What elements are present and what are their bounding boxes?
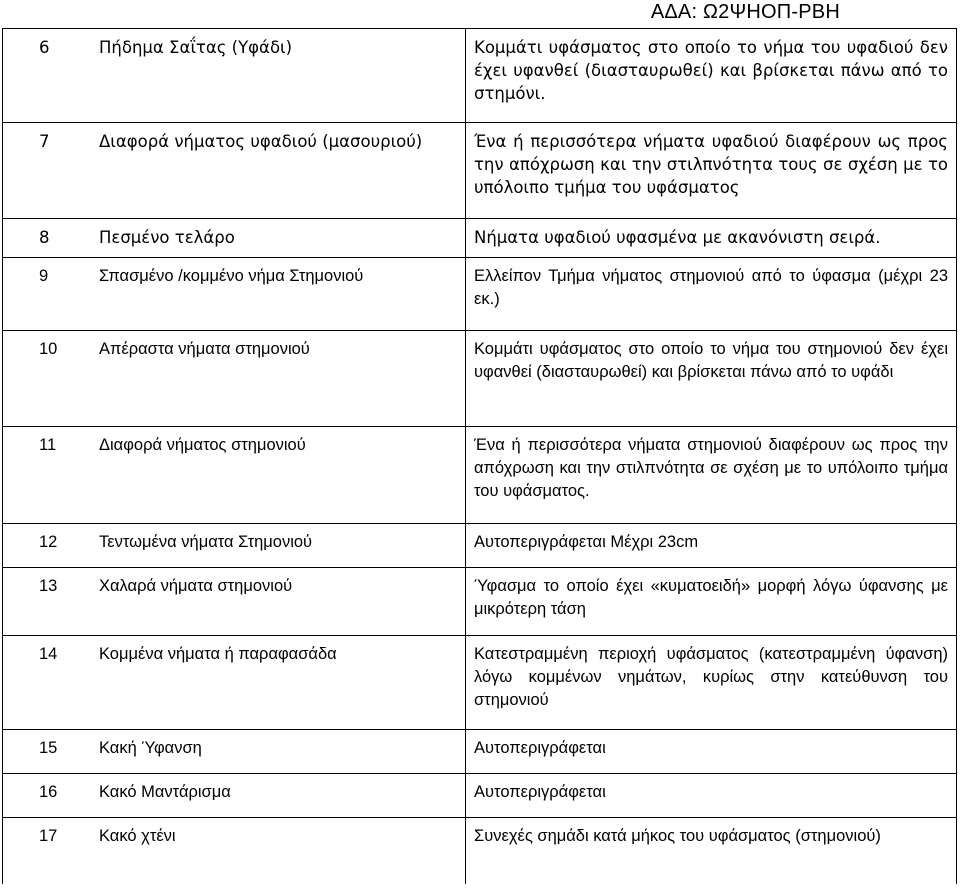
defect-description: Αυτοπεριγράφεται Μέχρι 23cm bbox=[466, 524, 957, 568]
row-number: 14 bbox=[3, 636, 100, 730]
row-number: 9 bbox=[3, 258, 100, 331]
defect-term: Κομμένα νήματα ή παραφασάδα bbox=[99, 636, 466, 730]
table-row bbox=[3, 636, 957, 730]
row-number: 12 bbox=[3, 524, 100, 568]
row-number: 17 bbox=[3, 818, 100, 884]
defect-term: Κακό χτένι bbox=[99, 818, 466, 884]
defect-term: Χαλαρά νήματα στημονιού bbox=[99, 568, 466, 636]
table-row bbox=[3, 774, 957, 818]
defect-description: Αυτοπεριγράφεται bbox=[466, 774, 957, 818]
row-number: 6 bbox=[3, 29, 100, 123]
defect-description: Αυτοπεριγράφεται bbox=[466, 730, 957, 774]
defect-description: Συνεχές σημάδι κατά μήκος του υφάσματος (στημονιού) bbox=[466, 818, 957, 884]
table-row bbox=[3, 123, 957, 219]
defects-table bbox=[2, 28, 957, 884]
table-row bbox=[3, 29, 957, 123]
defect-term: Απέραστα νήματα στημονιού bbox=[99, 331, 466, 427]
table-row bbox=[3, 730, 957, 774]
table-row bbox=[3, 258, 957, 331]
table-row bbox=[3, 568, 957, 636]
defect-description: Ένα ή περισσότερα νήματα στημονιού διαφέρουν ως προς την απόχρωση και την στιλπνότητα σε σχέση με το υπόλοιπο τμήμα του υφάσματος. bbox=[466, 427, 957, 524]
defect-term: Διαφορά νήματος στημονιού bbox=[99, 427, 466, 524]
defect-term: Σπασμένο /κομμένο νήμα Στημονιού bbox=[99, 258, 466, 331]
row-number: 7 bbox=[3, 123, 100, 219]
row-number: 15 bbox=[3, 730, 100, 774]
document-ada-code: ΑΔΑ: Ω2ΨΗΟΠ-ΡΒΗ bbox=[650, 1, 840, 23]
row-number: 8 bbox=[3, 219, 100, 258]
table-row bbox=[3, 331, 957, 427]
defect-description: Νήματα υφαδιού υφασμένα με ακανόνιστη σειρά. bbox=[466, 219, 957, 258]
table-row bbox=[3, 219, 957, 258]
defect-description: Κατεστραμμένη περιοχή υφάσματος (κατεστραμμένη ύφανση) λόγω κομμένων νημάτων, κυρίως στην κατεύθυνση του στημονιού bbox=[466, 636, 957, 730]
defect-term: Πήδημα Σαΐτας (Υφάδι) bbox=[99, 29, 466, 123]
row-number: 11 bbox=[3, 427, 100, 524]
defect-description: Ύφασμα το οποίο έχει «κυματοειδή» μορφή λόγω ύφανσης με μικρότερη τάση bbox=[466, 568, 957, 636]
defect-description: Ένα ή περισσότερα νήματα υφαδιού διαφέρουν ως προς την απόχρωση και την στιλπνότητα τους σε σχέση με το υπόλοιπο τμήμα του υφάσματος bbox=[466, 123, 957, 219]
defect-description: Ελλείπον Τμήμα νήματος στημονιού από το ύφασμα (μέχρι 23 εκ.) bbox=[466, 258, 957, 331]
table-row bbox=[3, 524, 957, 568]
defect-term: Κακό Μαντάρισμα bbox=[99, 774, 466, 818]
defect-description: Κομμάτι υφάσματος στο οποίο το νήμα του υφαδιού δεν έχει υφανθεί (διασταυρωθεί) και βρίσκεται πάνω από το στημόνι. bbox=[466, 29, 957, 123]
row-number: 10 bbox=[3, 331, 100, 427]
table-row bbox=[3, 818, 957, 884]
defect-description: Κομμάτι υφάσματος στο οποίο το νήμα του στημονιού δεν έχει υφανθεί (διασταυρωθεί) και βρίσκεται πάνω από το υφάδι bbox=[466, 331, 957, 427]
table-row bbox=[3, 427, 957, 524]
defect-term: Τεντωμένα νήματα Στημονιού bbox=[99, 524, 466, 568]
row-number: 16 bbox=[3, 774, 100, 818]
defect-term: Διαφορά νήματος υφαδιού (μασουριού) bbox=[99, 123, 466, 219]
row-number: 13 bbox=[3, 568, 100, 636]
defect-term: Πεσμένο τελάρο bbox=[99, 219, 466, 258]
defect-term: Κακή Ύφανση bbox=[99, 730, 466, 774]
